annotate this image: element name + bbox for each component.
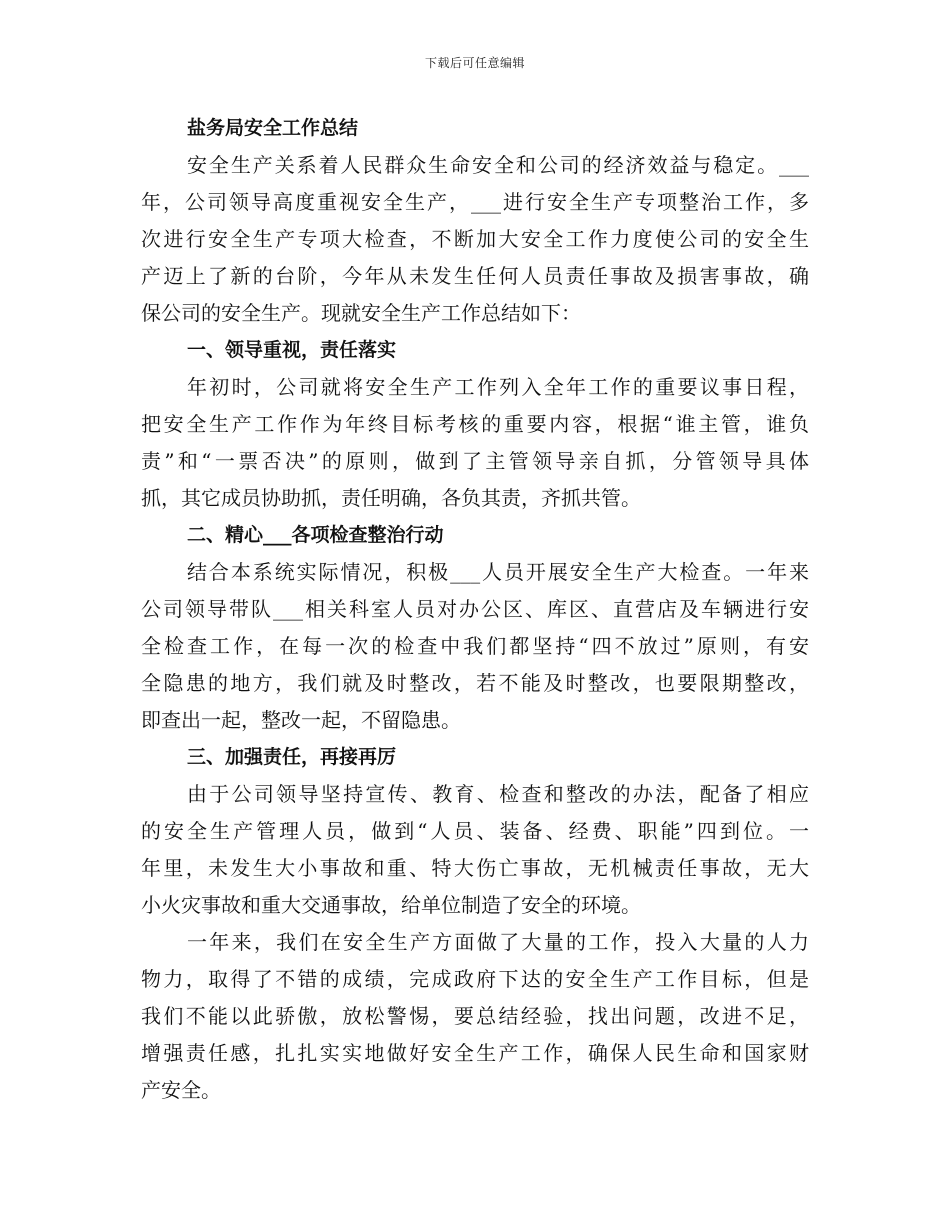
paragraph-line: 一年来，我们在安全生产方面做了大量的工作，投入大量的人力 [187, 930, 809, 954]
paragraph-line: 产迈上了新的台阶，今年从未发生任何人员责任事故及损害事故，确 [141, 264, 809, 288]
paragraph-line: 次进行安全生产专项大检查，不断加大安全工作力度使公司的安全生 [141, 227, 809, 251]
section-heading: 一、领导重视，责任落实 [187, 339, 397, 361]
section-heading: 三、加强责任，再接再厉 [187, 746, 397, 768]
paragraph-line: 小火灾事故和重大交通事故，给单位制造了安全的环境。 [141, 893, 641, 917]
paragraph-line: 年里，未发生大小事故和重、特大伤亡事故，无机械责任事故，无大 [141, 856, 809, 880]
paragraph-line: 公司领导带队___相关科室人员对办公区、库区、直营店及车辆进行安 [141, 597, 809, 621]
paragraph-line: 抓，其它成员协助抓，责任明确，各负其责，齐抓共管。 [141, 486, 641, 510]
paragraph-line: 我们不能以此骄傲，放松警惕，要总结经验，找出问题，改进不足， [141, 1004, 809, 1028]
paragraph-line: 物力，取得了不错的成绩，完成政府下达的安全生产工作目标，但是 [141, 967, 809, 991]
paragraph-line: 把安全生产工作作为年终目标考核的重要内容，根据“谁主管，谁负 [141, 412, 809, 436]
paragraph-line: 增强责任感，扎扎实实地做好安全生产工作，确保人民生命和国家财 [141, 1041, 809, 1065]
paragraph-line: 产安全。 [141, 1078, 221, 1102]
paragraph-line: 由于公司领导坚持宣传、教育、检查和整改的办法，配备了相应 [187, 782, 809, 806]
paragraph-line: 全隐患的地方，我们就及时整改，若不能及时整改，也要限期整改， [141, 671, 809, 695]
paragraph-line: 保公司的安全生产。现就安全生产工作总结如下： [141, 301, 581, 325]
header-note: 下载后可任意编辑 [424, 56, 525, 70]
paragraph-line: 年，公司领导高度重视安全生产，___进行安全生产专项整治工作，多 [141, 190, 809, 214]
paragraph-line: 年初时，公司就将安全生产工作列入全年工作的重要议事日程， [187, 375, 809, 399]
paragraph-line: 的安全生产管理人员，做到“人员、装备、经费、职能”四到位。一 [141, 819, 809, 843]
section-heading: 二、精心___各项检查整治行动 [187, 524, 444, 546]
paragraph-line: 责”和“一票否决”的原则，做到了主管领导亲自抓，分管领导具体 [141, 449, 809, 473]
document-title: 盐务局安全工作总结 [187, 117, 359, 139]
paragraph-line: 即查出一起，整改一起，不留隐患。 [141, 708, 461, 732]
paragraph-line: 结合本系统实际情况，积极___人员开展安全生产大检查。一年来 [187, 560, 809, 584]
paragraph-line: 全检查工作，在每一次的检查中我们都坚持“四不放过”原则，有安 [141, 634, 809, 658]
document-body [141, 110, 809, 1109]
paragraph-line: 安全生产关系着人民群众生命安全和公司的经济效益与稳定。___ [187, 153, 809, 177]
